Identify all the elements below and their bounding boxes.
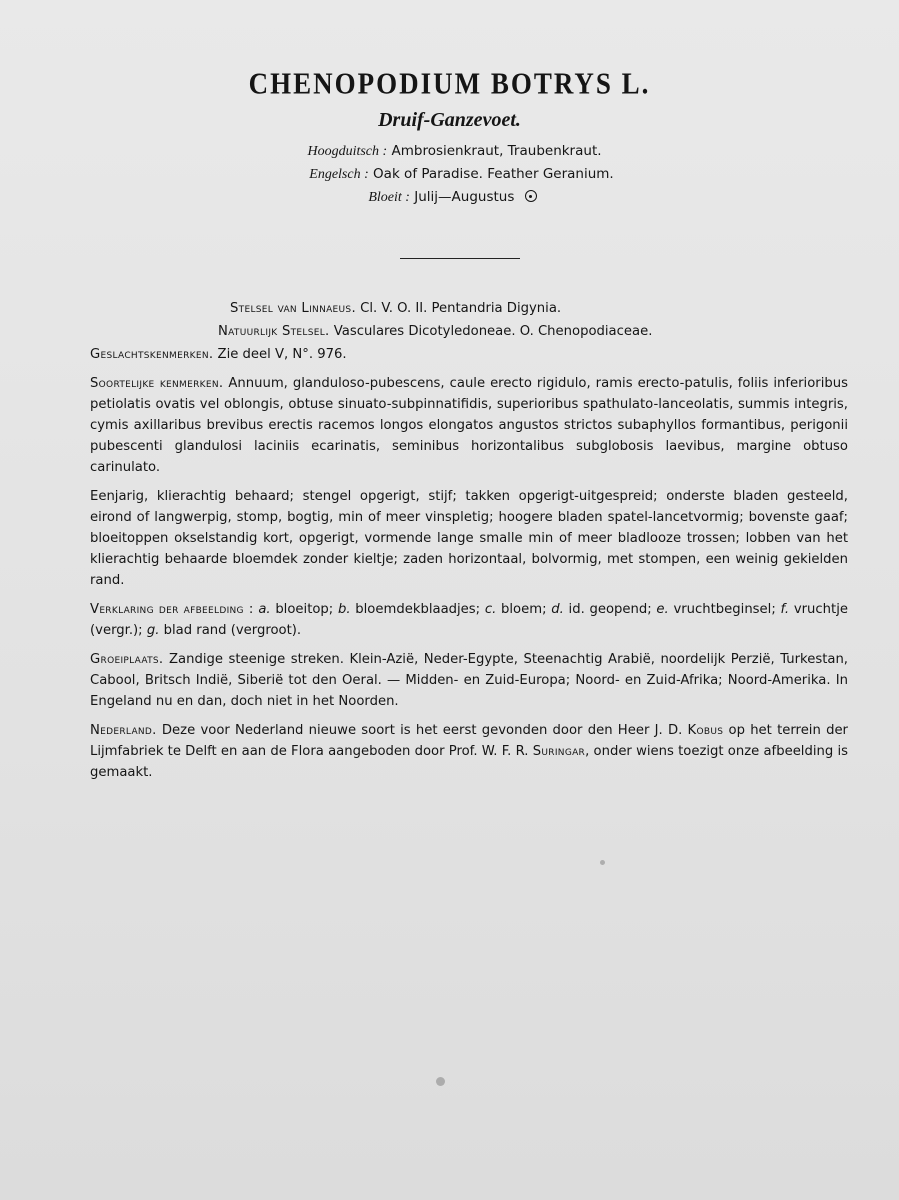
species-label: Soortelijke kenmerken. [90, 376, 224, 391]
explanation-key-e: e. [656, 602, 669, 617]
explanation-paragraph [90, 599, 848, 641]
bloeit-line [0, 186, 899, 209]
natural-system-text: Vasculares Dicotyledoneae. O. Chenopodiaceae. [333, 324, 653, 339]
habitat-text: Zandige steenige streken. Klein-Azië, Neder-Egypte, Steenachtig Arabië, noordelijk Perzië, Turkestan, Cabool, Britsch Indië, Siberië tot den Oeral. — Midden- en Zuid-Europa; Noord- en Zuid-Afrika; Noord-Amerika. In Engeland nu en dan, doch niet in het Noorden. [90, 652, 849, 709]
explanation-key-a: a. [258, 602, 271, 617]
natural-system-line [90, 321, 848, 342]
netherlands-text-3: , onder wiens toezigt onze afbeelding is gemaakt. [90, 744, 848, 780]
paper-speck [600, 860, 605, 865]
engelsch-line [0, 163, 899, 186]
genus-text: Zie deel V, N°. 976. [217, 347, 347, 362]
netherlands-name-1: Kobus [687, 723, 724, 738]
explanation-text-a: bloeitop; [275, 602, 334, 617]
linnaeus-label: Stelsel van Linnaeus. [230, 301, 356, 316]
hoogduitsch-label: Hoogduitsch : [307, 144, 388, 159]
title-block [0, 65, 899, 209]
explanation-key-d: d. [551, 602, 564, 617]
explanation-label: Verklaring der afbeelding : [90, 602, 254, 617]
engelsch-label: Engelsch : [309, 167, 369, 182]
genus-label: Geslachtskenmerken. [90, 347, 214, 362]
page-title: CHENOPODIUM BOTRYS L. [248, 65, 651, 101]
hoogduitsch-line [0, 140, 899, 163]
explanation-key-b: b. [337, 602, 351, 617]
explanation-key-f: f. [780, 602, 790, 617]
linnaeus-line [90, 298, 848, 319]
explanation-key-g: g. [146, 623, 160, 638]
netherlands-name-2: Suringar [532, 744, 586, 759]
netherlands-text-2: op het terrein der Lijmfabriek te Delft en aan de Flora aangeboden door Prof. W. F. R. [90, 723, 848, 759]
habitat-label: Groeiplaats. [90, 652, 164, 667]
bloeit-value: Julij—Augustus [414, 189, 515, 205]
species-latin-paragraph [90, 373, 848, 478]
paper-speck [436, 1077, 445, 1086]
habitat-paragraph [90, 649, 848, 712]
annual-symbol-icon [525, 190, 537, 202]
explanation-text-g: blad rand (vergroot). [163, 623, 302, 638]
engelsch-value: Oak of Paradise. Feather Geranium. [373, 166, 614, 182]
explanation-text-b: bloemdekblaadjes; [355, 602, 481, 617]
hoogduitsch-value: Ambrosienkraut, Traubenkraut. [391, 143, 602, 159]
netherlands-label: Nederland. [90, 723, 157, 738]
genus-paragraph [90, 344, 848, 365]
species-latin-text: Annuum, glanduloso-pubescens, caule erecto rigidulo, ramis erecto-patulis, foliis inferioribus petiolatis ovatis vel oblongis, obtuse sinuato-subpinnatifidis, superioribus spathulato-lanceolatis, summis integris, cymis axillaribus brevibus erectis racemos longos elongatos angustos strictos subaphyllos formantibus, perigonii pubescenti glandulosi laciniis ecarinatis, seminibus horizontalibus subglobosis laevibus, margine obtuso carinulato. [90, 376, 848, 475]
netherlands-paragraph [90, 720, 848, 783]
explanation-text-d: id. geopend; [568, 602, 652, 617]
natural-system-label: Natuurlijk Stelsel. [218, 324, 330, 339]
linnaeus-text: Cl. V. O. II. Pentandria Digynia. [360, 301, 562, 316]
divider-rule [400, 258, 520, 259]
explanation-text-f: vruchtje (vergr.); [90, 602, 848, 638]
description-body [90, 298, 848, 791]
netherlands-text-1: Deze voor Nederland nieuwe soort is het eerst gevonden door den Heer J. D. [161, 723, 683, 738]
explanation-key-c: c. [484, 602, 497, 617]
bloeit-label: Bloeit : [368, 190, 410, 205]
explanation-text-e: vruchtbeginsel; [673, 602, 776, 617]
common-names [0, 140, 899, 209]
dutch-name: Druif-Ganzevoet. [378, 109, 521, 131]
species-dutch-paragraph: Eenjarig, klierachtig behaard; stengel opgerigt, stijf; takken opgerigt-uitgespreid; onderste bladen gesteeld, eirond of langwerpig, stomp, bogtig, min of meer vinspletig; hoogere bladen spatel-lancetvormig; bovenste gaaf; bloeitoppen okselstandig kort, opgerigt, vormende lange smalle min of meer bladlooze trossen; lobben van het klierachtig behaarde bloemdek zonder kieltje; zaden horizontaal, bolvormig, met stompen, een weinig gekielden rand. [90, 489, 848, 588]
explanation-text-c: bloem; [501, 602, 547, 617]
